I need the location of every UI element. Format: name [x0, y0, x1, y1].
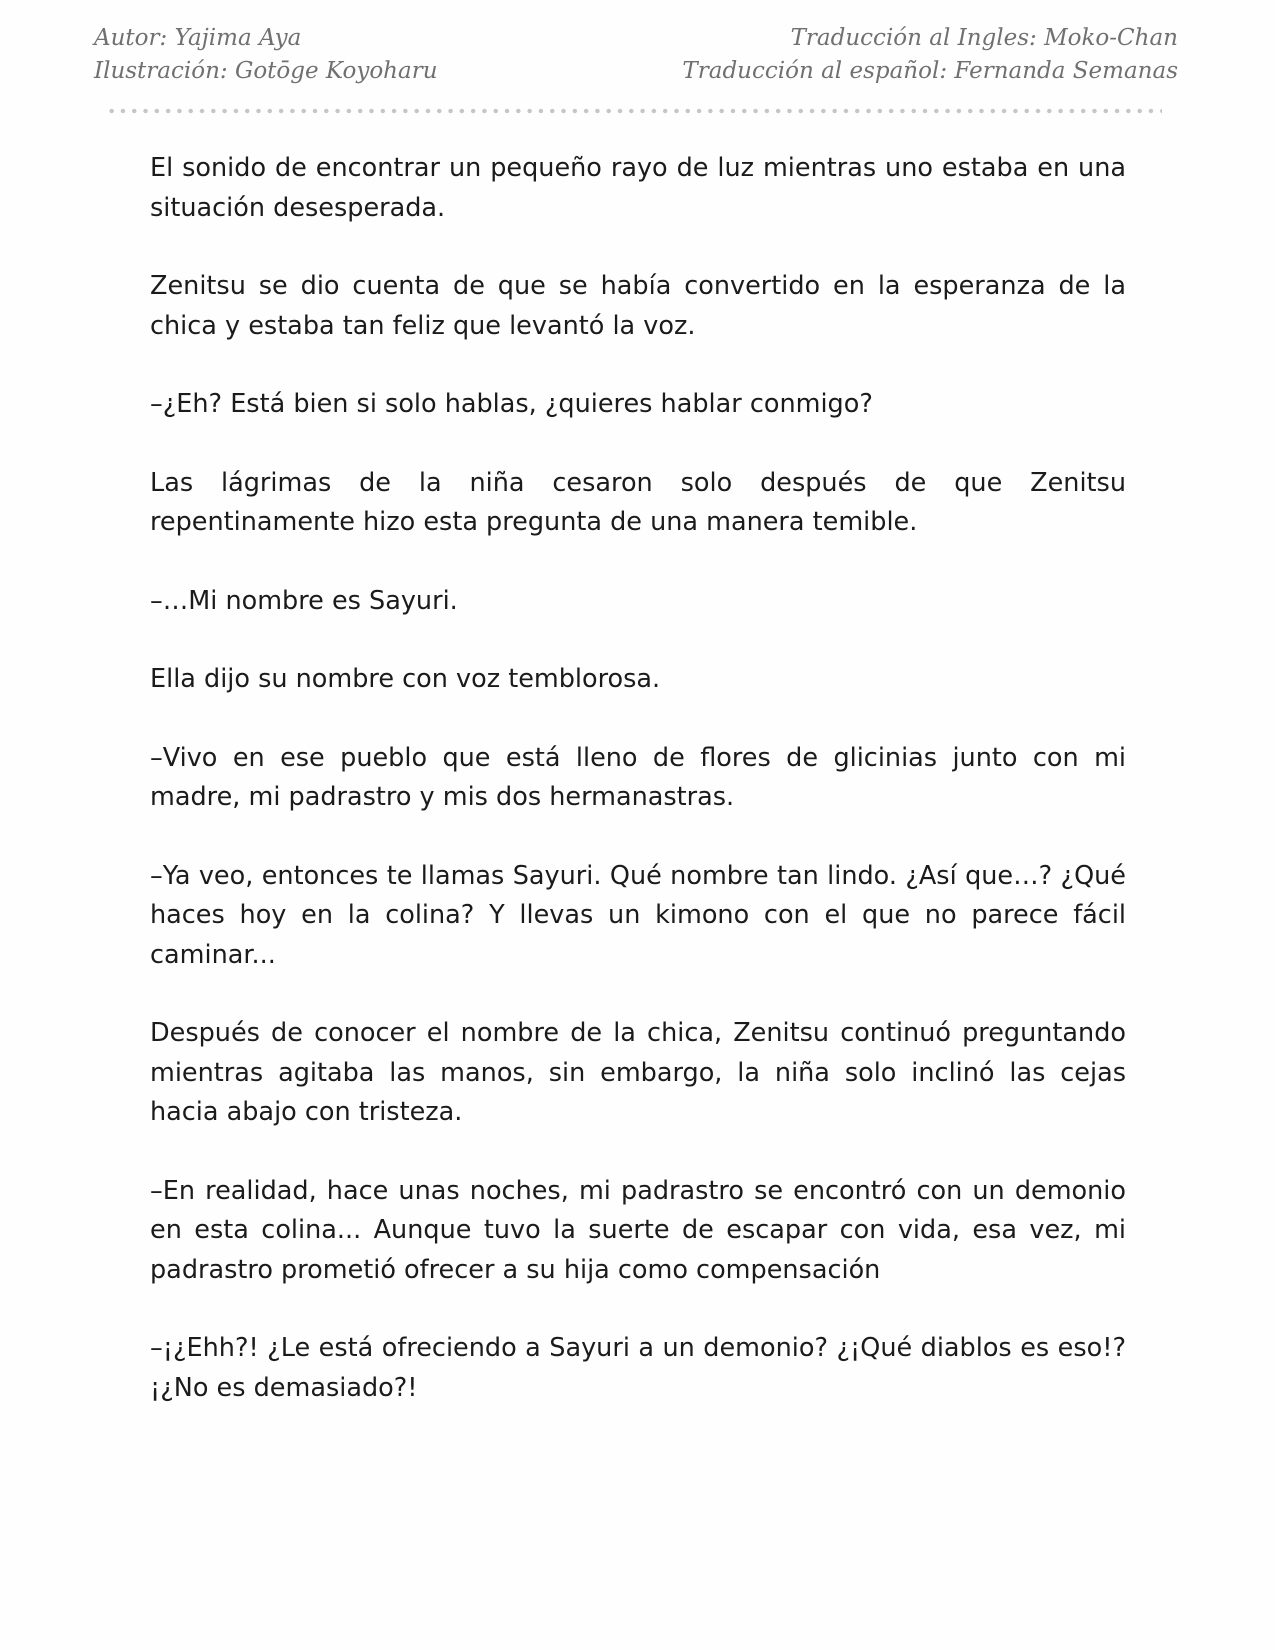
paragraph: –¡¿Ehh?! ¿Le está ofreciendo a Sayuri a un demonio? ¿¡Qué diablos es eso!? ¡¿No es demasiado?! [150, 1333, 1126, 1403]
paragraph: –Ya veo, entonces te llamas Sayuri. Qué nombre tan lindo. ¿Así que…? ¿Qué haces hoy en la colina? Y llevas un kimono con el que no parece fácil caminar... [150, 860, 1126, 970]
paragraph: –…Mi nombre es Sayuri. [150, 585, 458, 616]
dotted-divider [106, 108, 1162, 114]
header-credits-right [682, 22, 1178, 88]
paragraph: Las lágrimas de la niña cesaron solo después de que Zenitsu repentinamente hizo esta pregunta de una manera temible. [150, 467, 1126, 537]
paragraph: –En realidad, hace unas noches, mi padrastro se encontró con un demonio en esta colina... Aunque tuvo la suerte de escapar con vida, esa vez, mi padrastro prometió ofrecer a su hija como compensación [150, 1175, 1126, 1285]
paragraph: –Vivo en ese pueblo que está lleno de flores de glicinias junto con mi madre, mi padrastro y mis dos hermanastras. [150, 742, 1126, 812]
paragraph: Ella dijo su nombre con voz temblorosa. [150, 664, 661, 694]
paragraph: Después de conocer el nombre de la chica, Zenitsu continuó preguntando mientras agitaba las manos, sin embargo, la niña solo inclinó las cejas hacia abajo con tristeza. [150, 1018, 1126, 1127]
header-credits-left [94, 22, 438, 88]
story-text [150, 149, 1126, 1447]
paragraph: Zenitsu se dio cuenta de que se había convertido en la esperanza de la chica y estaba tan feliz que levantó la voz. [150, 271, 1126, 341]
spanish-translation-credit: Traducción al español: Fernanda Semanas [682, 58, 1178, 84]
page-header [94, 22, 1178, 92]
paragraph: El sonido de encontrar un pequeño rayo de luz mientras uno estaba en una situación desesperada. [150, 153, 1126, 223]
illustration-credit: Ilustración: Gotōge Koyoharu [94, 58, 438, 84]
paragraph: –¿Eh? Está bien si solo hablas, ¿quieres hablar conmigo? [150, 389, 873, 419]
english-translation-credit: Traducción al Ingles: Moko-Chan [790, 25, 1178, 51]
author-credit: Autor: Yajima Aya [94, 25, 302, 51]
